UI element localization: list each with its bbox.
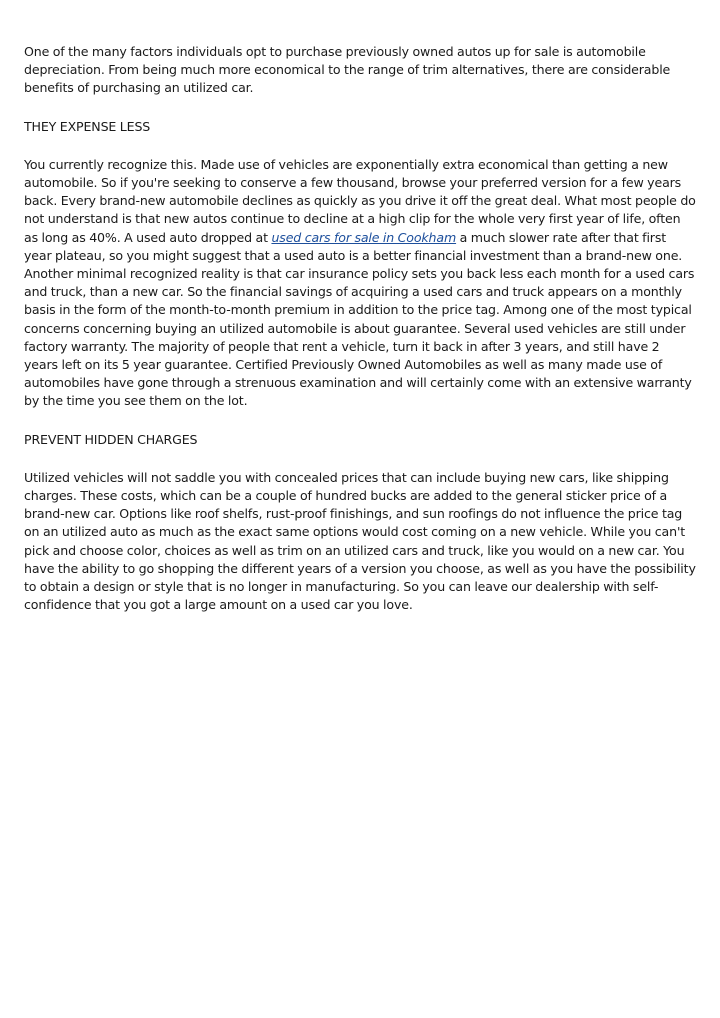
- section-paragraph-expense-less: [24, 156, 696, 411]
- used-cars-cookham-link[interactable]: used cars for sale in Cookham: [271, 229, 457, 245]
- section-heading-hidden-charges: PREVENT HIDDEN CHARGES: [24, 431, 198, 447]
- section-heading-expense-less: THEY EXPENSE LESS: [24, 118, 151, 134]
- paragraph-text-before-link: You currently recognize this. Made use of vehicles are exponentially extra economical than getting a new automobile. So if you're seeking to conserve a few thousand, browse your preferred version for a few years back. Every brand-new automobile declines as quickly as you drive it off the great deal. What most people do not understand is that new autos continue to decline at a high clip for the whole very first year of life, often as long as 40%. A used auto dropped at: [24, 156, 696, 245]
- section-paragraph-hidden-charges: Utilized vehicles will not saddle you with concealed prices that can include buying new cars, like shipping charges. These costs, which can be a couple of hundred bucks are added to the general sticker price of a brand-new car. Options like roof shelfs, rust-proof finishings, and sun roofings do not influence the price tag on an utilized auto as much as the exact same options would cost coming on a new vehicle. While you can't pick and choose color, choices as well as trim on an utilized cars and truck, like you would on a new car. You have the ability to go shopping the different years of a version you choose, as well as you have the possibility to obtain a design or style that is no longer in manufacturing. So you can leave our dealership with self-confidence that you got a large amount on a used car you love.: [24, 469, 696, 613]
- document-body: [24, 43, 696, 634]
- intro-paragraph: One of the many factors individuals opt to purchase previously owned autos up for sale is automobile depreciation. From being much more economical to the range of trim alternatives, there are considerable benefits of purchasing an utilized car.: [24, 44, 671, 96]
- paragraph-text-after-link: a much slower rate after that first year plateau, so you might suggest that a used auto is a better financial investment than a brand-new one. Another minimal recognized reality is that car insurance policy sets you back less each month for a used cars and truck, than a new car. So the financial savings of acquiring a used cars and truck appears on a monthly basis in the form of the month-to-month premium in addition to the price tag. Among one of the most typical concerns concerning buying an utilized automobile is about guarantee. Several used vehicles are still under factory warranty. The majority of people that rent a vehicle, turn it back in after 3 years, and still have 2 years left on its 5 year guarantee. Certified Previously Owned Automobiles as well as many made use of automobiles have gone through a strenuous examination and will certainly come with an extensive warranty by the time you see them on the lot.: [24, 229, 695, 409]
